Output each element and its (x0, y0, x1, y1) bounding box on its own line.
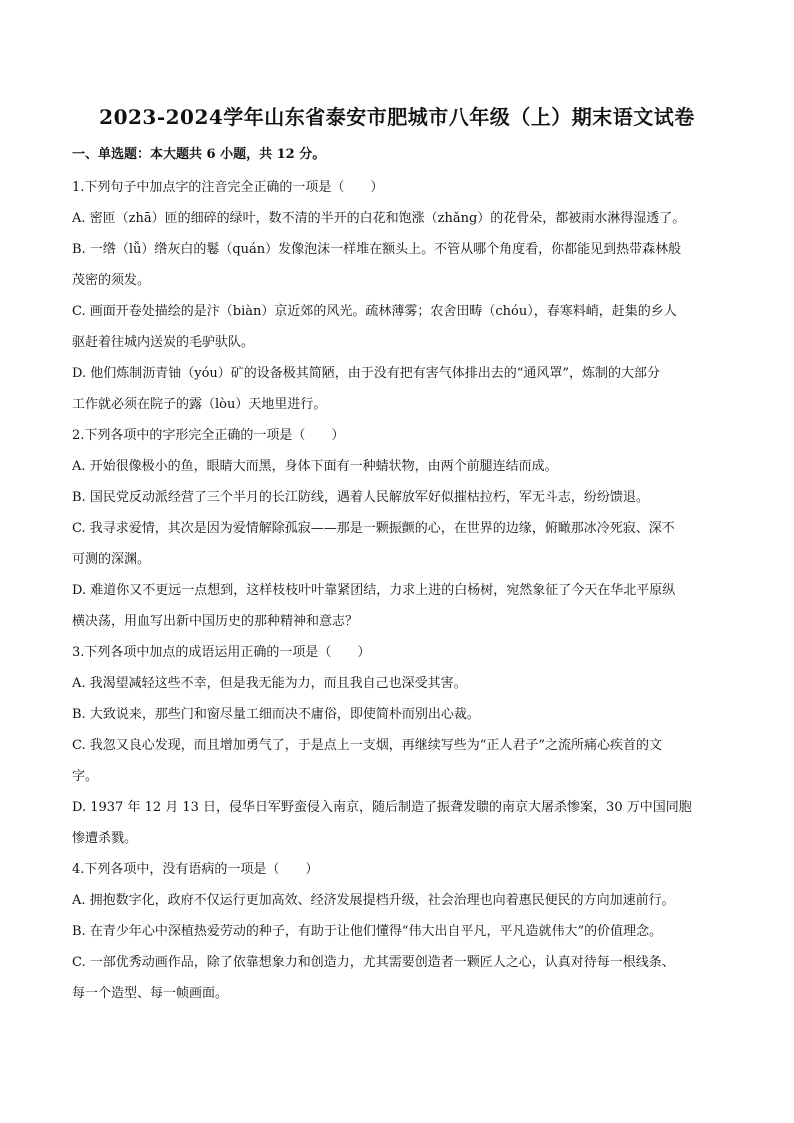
option-line: B. 在青少年心中深植热爱劳动的种子，有助于让他们懂得“伟大出自平凡，平凡造就伟大”的价值理念。 (72, 924, 663, 939)
option-line: C. 我忽又良心发现，而且增加勇气了，于是点上一支烟，再继续写些为“正人君子”之流所痛心疾首的文 (72, 738, 663, 753)
exam-title: 2023-2024学年山东省泰安市肥城市八年级（上）期末语文试卷 (99, 105, 695, 129)
option-line: C. 画面开卷处描绘的是汴（biàn）京近郊的风光。疏林薄雾；农舍田畴（chóu），春寒料峭，赶集的乡人 (72, 304, 677, 319)
option-line: 每一个造型、每一帧画面。 (72, 986, 229, 1001)
question-stem: 1.下列句子中加点字的注音完全正确的一项是（ ） (72, 180, 384, 195)
questions-list (72, 172, 724, 1009)
option-line: A. 我渴望减轻这些不幸，但是我无能为力，而且我自己也深受其害。 (72, 676, 467, 691)
option-line: 工作就必须在院子的露（lòu）天地里进行。 (72, 397, 327, 412)
question-stem: 3.下列各项中加点的成语运用正确的一项是（ ） (72, 645, 371, 660)
option-line: 茂密的须发。 (72, 273, 151, 288)
option-line: A. 开始很像极小的鱼，眼睛大而黑，身体下面有一种蜻状物，由两个前腿连结而成。 (72, 459, 558, 474)
option-line: C. 一部优秀动画作品，除了依靠想象力和创造力，尤其需要创造者一颗匠人之心，认真对待每一根线条、 (72, 955, 675, 970)
option-line: D. 他们炼制沥青铀（yóu）矿的设备极其简陋，由于没有把有害气体排出去的“通风罩”，炼制的大部分 (72, 366, 661, 381)
option-line: D. 1937 年 12 月 13 日，侵华日军野蛮侵入南京，随后制造了振聋发聩的南京大屠杀惨案，30 万中国同胞 (72, 800, 692, 815)
option-line: 惨遭杀戮。 (72, 831, 138, 846)
section-heading: 一、单选题：本大题共 6 小题，共 12 分。 (72, 147, 326, 162)
option-line: 驱赶着往城内送炭的毛驴驮队。 (72, 335, 255, 350)
option-line: 可测的深渊。 (72, 552, 151, 567)
option-line: A. 密匝（zhā）匝的细碎的绿叶，数不清的半开的白花和饱涨（zhǎng）的花骨朵，都被雨水淋得湿透了。 (72, 211, 686, 226)
question-stem: 4.下列各项中，没有语病的一项是（ ） (72, 862, 319, 877)
option-line: D. 难道你又不更远一点想到，这样枝枝叶叶靠紧团结，力求上进的白杨树，宛然象征了今天在华北平原纵 (72, 583, 676, 598)
option-line: A. 拥抱数字化，政府不仅运行更加高效、经济发展提档升级，社会治理也向着惠民便民的方向加速前行。 (72, 893, 675, 908)
option-line: C. 我寻求爱情，其次是因为爱情解除孤寂——那是一颗振颤的心，在世界的边缘，俯瞰那冰冷死寂、深不 (72, 521, 675, 536)
question-stem: 2.下列各项中的字形完全正确的一项是（ ） (72, 428, 345, 443)
option-line: B. 大致说来，那些门和窗尽量工细而决不庸俗，即使简朴而别出心裁。 (72, 707, 480, 722)
option-line: 横决荡，用血写出新中国历史的那种精神和意志？ (72, 614, 359, 629)
option-line: B. 一绺（lǚ）绺灰白的鬈（quán）发像泡沫一样堆在额头上。不管从哪个角度看，你都能见到热带森林般 (72, 242, 682, 257)
option-line: B. 国民党反动派经营了三个半月的长江防线，遇着人民解放军好似摧枯拉朽，军无斗志，纷纷馈退。 (72, 490, 649, 505)
option-line: 字。 (72, 769, 99, 784)
